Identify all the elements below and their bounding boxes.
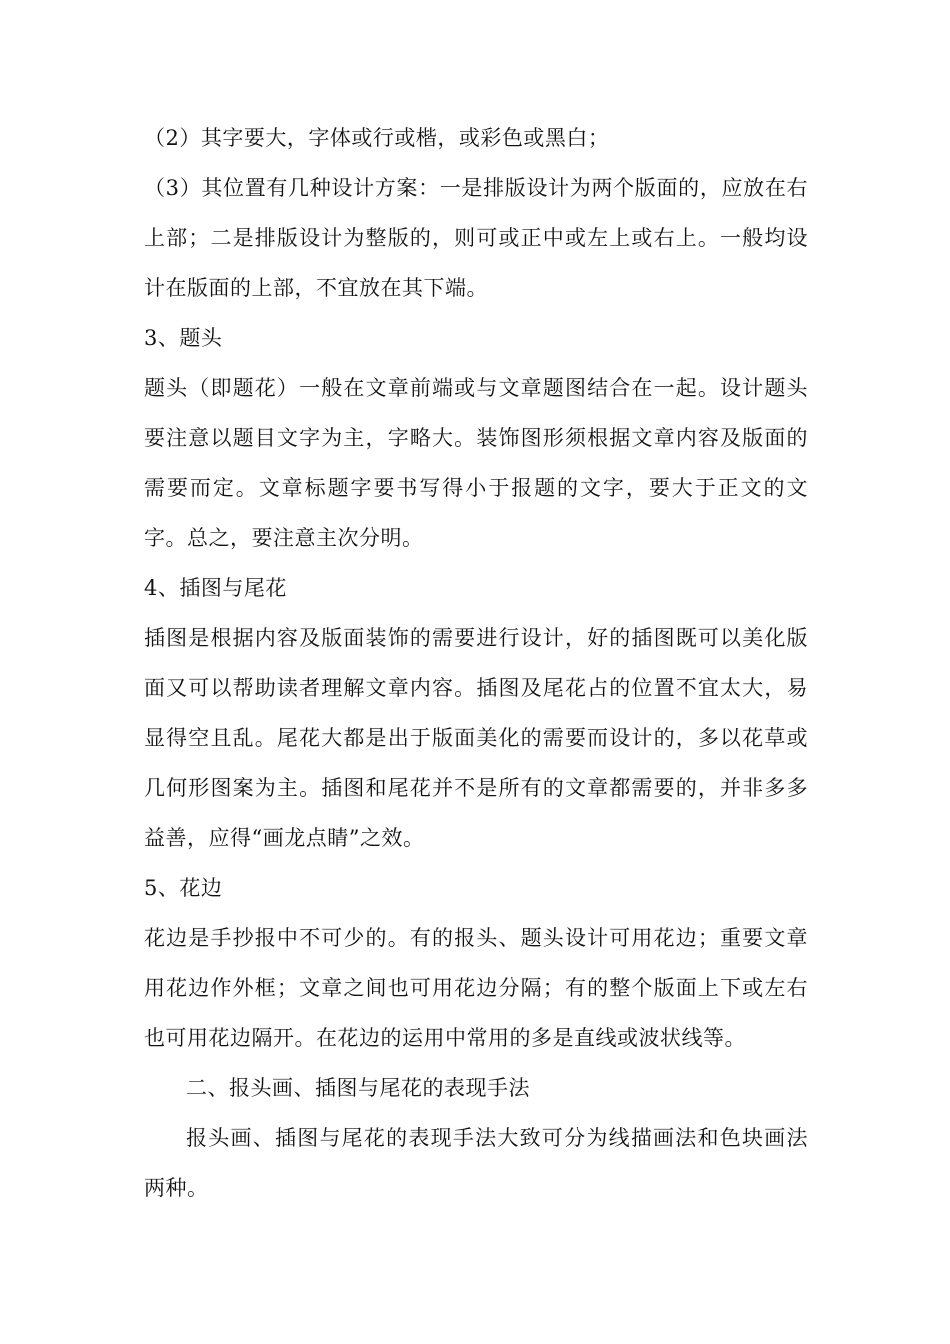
paragraph-borders: 花边是手抄报中不可少的。有的报头、题头设计可用花边；重要文章用花边作外框；文章之间也可用花边分隔；有的整个版面上下或左右也可用花边隔开。在花边的运用中常用的多是直线或波状线等。 [144,926,808,1050]
document-body [144,113,808,1213]
chapter-heading-2: 二、报头画、插图与尾花的表现手法 [186,1076,530,1100]
paragraph-title-header: 题头（即题花）一般在文章前端或与文章题图结合在一起。设计题头要注意以题目文字为主，字略大。装饰图形须根据文章内容及版面的需要而定。文章标题字要书写得小于报题的文字，要大于正文的文字。总之，要注意主次分明。 [144,376,808,550]
section-heading-5: 5、花边 [144,876,223,900]
paragraph-techniques: 报头画、插图与尾花的表现手法大致可分为线描画法和色块画法两种。 [144,1126,808,1200]
section-heading-3: 3、题头 [144,326,223,350]
paragraph-point-3: （3）其位置有几种设计方案：一是排版设计为两个版面的，应放在右上部；二是排版设计为整版的，则可或正中或左上或右上。一般均设计在版面的上部，不宜放在其下端。 [144,176,808,300]
paragraph-point-2: （2）其字要大，字体或行或楷，或彩色或黑白； [144,126,610,150]
paragraph-illustrations: 插图是根据内容及版面装饰的需要进行设计，好的插图既可以美化版面又可以帮助读者理解文章内容。插图及尾花占的位置不宜太大，易显得空且乱。尾花大都是出于版面美化的需要而设计的，多以花草或几何形图案为主。插图和尾花并不是所有的文章都需要的，并非多多益善，应得“画龙点睛”之效。 [144,626,808,850]
section-heading-4: 4、插图与尾花 [144,576,287,600]
